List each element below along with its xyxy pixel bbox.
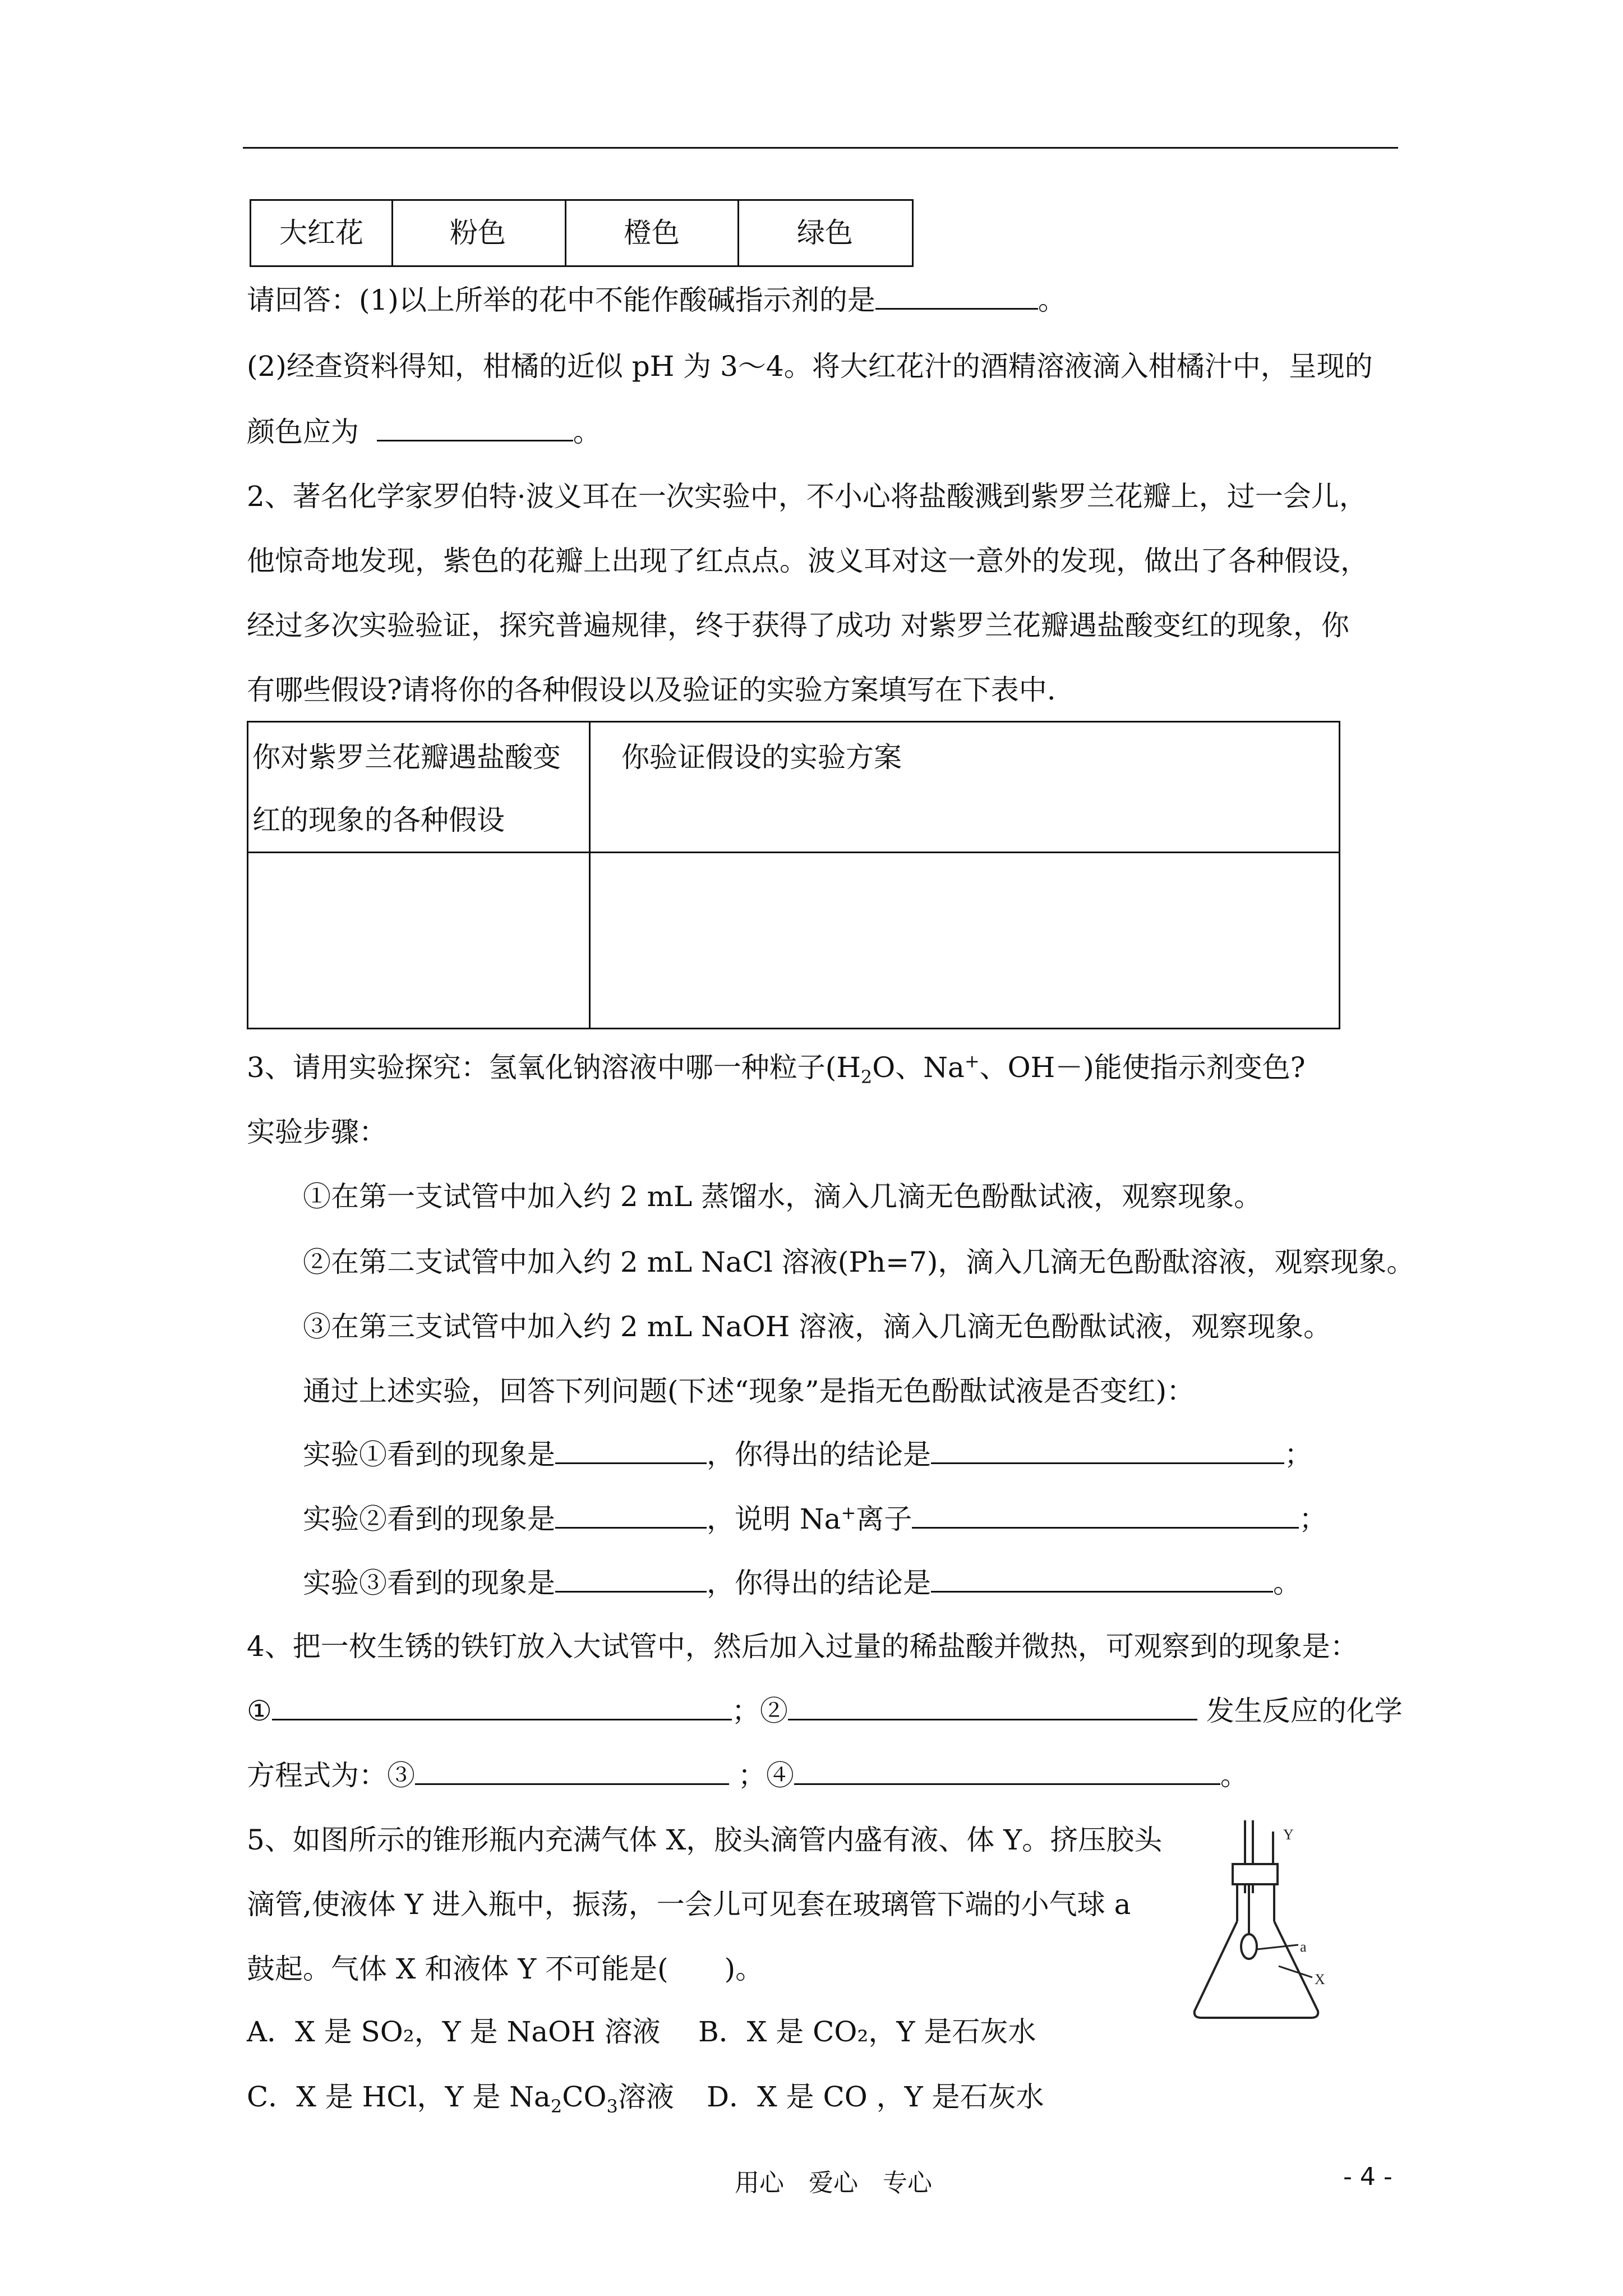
- q5-line: 鼓起。气体 X 和液体 Y 不可能是( )。: [247, 1953, 764, 1985]
- option-d: D．X 是 CO ，Y 是石灰水: [707, 2081, 1044, 2113]
- q4-line2: ① ；② 发生反应的化学: [247, 1695, 1403, 1727]
- balloon-label: a: [1300, 1939, 1307, 1955]
- q2-line: 他惊奇地发现，紫色的花瓣上出现了红点点。波义耳对这一意外的发现，做出了各种假设，: [247, 545, 1368, 577]
- answer-blank[interactable]: [931, 1566, 1273, 1593]
- answer-blank[interactable]: [377, 415, 573, 441]
- q1-part1: 请回答：(1)以上所举的花中不能作酸碱指示剂的是 。: [247, 284, 1066, 316]
- q3-exp1: 实验①看到的现象是 ，你得出的结论是 ；: [303, 1438, 1312, 1471]
- table-cell: 橙色: [624, 217, 680, 249]
- plan-answer-cell[interactable]: [592, 854, 1337, 1026]
- answer-blank[interactable]: [415, 1759, 729, 1785]
- q1-part2-line2: 颜色应为 。: [247, 416, 601, 448]
- answer-blank[interactable]: [794, 1759, 1220, 1785]
- q3-intro: 通过上述实验，回答下列问题(下述“现象”是指无色酚酞试液是否变红)：: [303, 1375, 1195, 1407]
- liquid-label: Y: [1283, 1826, 1294, 1843]
- q5-line: 5、如图所示的锥形瓶内充满气体 X，胶头滴管内盛有液、体 Y。挤压胶头: [247, 1824, 1163, 1856]
- answer-blank[interactable]: [272, 1694, 732, 1720]
- q5-line: 滴管,使液体 Y 进入瓶中，振荡，一会儿可见套在玻璃管下端的小气球 a: [247, 1888, 1131, 1921]
- hypothesis-answer-cell[interactable]: [250, 854, 587, 1026]
- footer-slogan: 用心 爱心 专心: [735, 2169, 932, 2197]
- table-cell: 粉色: [450, 217, 506, 249]
- answer-blank[interactable]: [555, 1502, 707, 1529]
- table-header-hypothesis-line1: 你对紫罗兰花瓣遇盐酸变: [252, 741, 561, 774]
- q4-line3: 方程式为：③ ；④ 。: [247, 1759, 1248, 1792]
- option-c: C．X 是 HCl，Y 是 $Na_2CO_3$溶液: [247, 2081, 674, 2117]
- gas-label: X: [1315, 1971, 1325, 1987]
- page-number: - 4 -: [1343, 2162, 1393, 2191]
- answer-blank[interactable]: [931, 1438, 1284, 1464]
- table-cell: 绿色: [797, 217, 853, 249]
- table-header-hypothesis-line2: 红的现象的各种假设: [252, 804, 505, 836]
- answer-blank[interactable]: [912, 1502, 1299, 1529]
- table-cell: 大红花: [279, 217, 363, 249]
- flask-diagram: [1183, 1815, 1340, 2028]
- q3-step: ②在第二支试管中加入约 2 mL NaCl 溶液(Ph=7)，滴入几滴无色酚酞溶液，观察现象。: [303, 1246, 1415, 1278]
- q3-steps-label: 实验步骤：: [247, 1116, 387, 1148]
- q2-line: 2、著名化学家罗伯特·波义耳在一次实验中，不小心将盐酸溅到紫罗兰花瓣上，过一会儿，: [247, 480, 1367, 513]
- q3-exp3: 实验③看到的现象是 ，你得出的结论是 。: [303, 1567, 1301, 1599]
- option-a: A．X 是 SO₂，Y 是 NaOH 溶液: [247, 2016, 661, 2048]
- answer-blank[interactable]: [875, 283, 1038, 310]
- q3-step: ③在第三支试管中加入约 2 mL NaOH 溶液，滴入几滴无色酚酞试液，观察现象。: [303, 1310, 1332, 1343]
- q3-step: ①在第一支试管中加入约 2 mL 蒸馏水，滴入几滴无色酚酞试液，观察现象。: [303, 1180, 1262, 1213]
- option-b: B．X 是 CO₂，Y 是石灰水: [698, 2016, 1036, 2048]
- q2-line: 经过多次实验验证，探究普遍规律，终于获得了成功 对紫罗兰花瓣遇盐酸变红的现象，你: [247, 609, 1349, 642]
- header-rule: [243, 147, 1398, 149]
- q3-exp2: 实验②看到的现象是 ，说明 Na+离子 ；: [303, 1502, 1327, 1535]
- answer-blank[interactable]: [555, 1438, 707, 1464]
- q2-line: 有哪些假设?请将你的各种假设以及验证的实验方案填写在下表中.: [247, 674, 1056, 706]
- q4-line1: 4、把一枚生锈的铁钉放入大试管中，然后加入过量的稀盐酸并微热，可观察到的现象是：: [247, 1630, 1358, 1663]
- answer-blank[interactable]: [555, 1566, 707, 1593]
- answer-blank[interactable]: [788, 1694, 1197, 1720]
- table-header-plan: 你验证假设的实验方案: [621, 741, 902, 774]
- q1-part2-line1: (2)经查资料得知，柑橘的近似 pH 为 3～4。将大红花汁的酒精溶液滴入柑橘汁中，呈现的: [247, 350, 1373, 383]
- q3-title: 3、请用实验探究：氢氧化钠溶液中哪一种粒子($H_2O$、Na+、OH－)能使指示剂变色?: [247, 1050, 1306, 1088]
- flask-figure: [1183, 1815, 1340, 2028]
